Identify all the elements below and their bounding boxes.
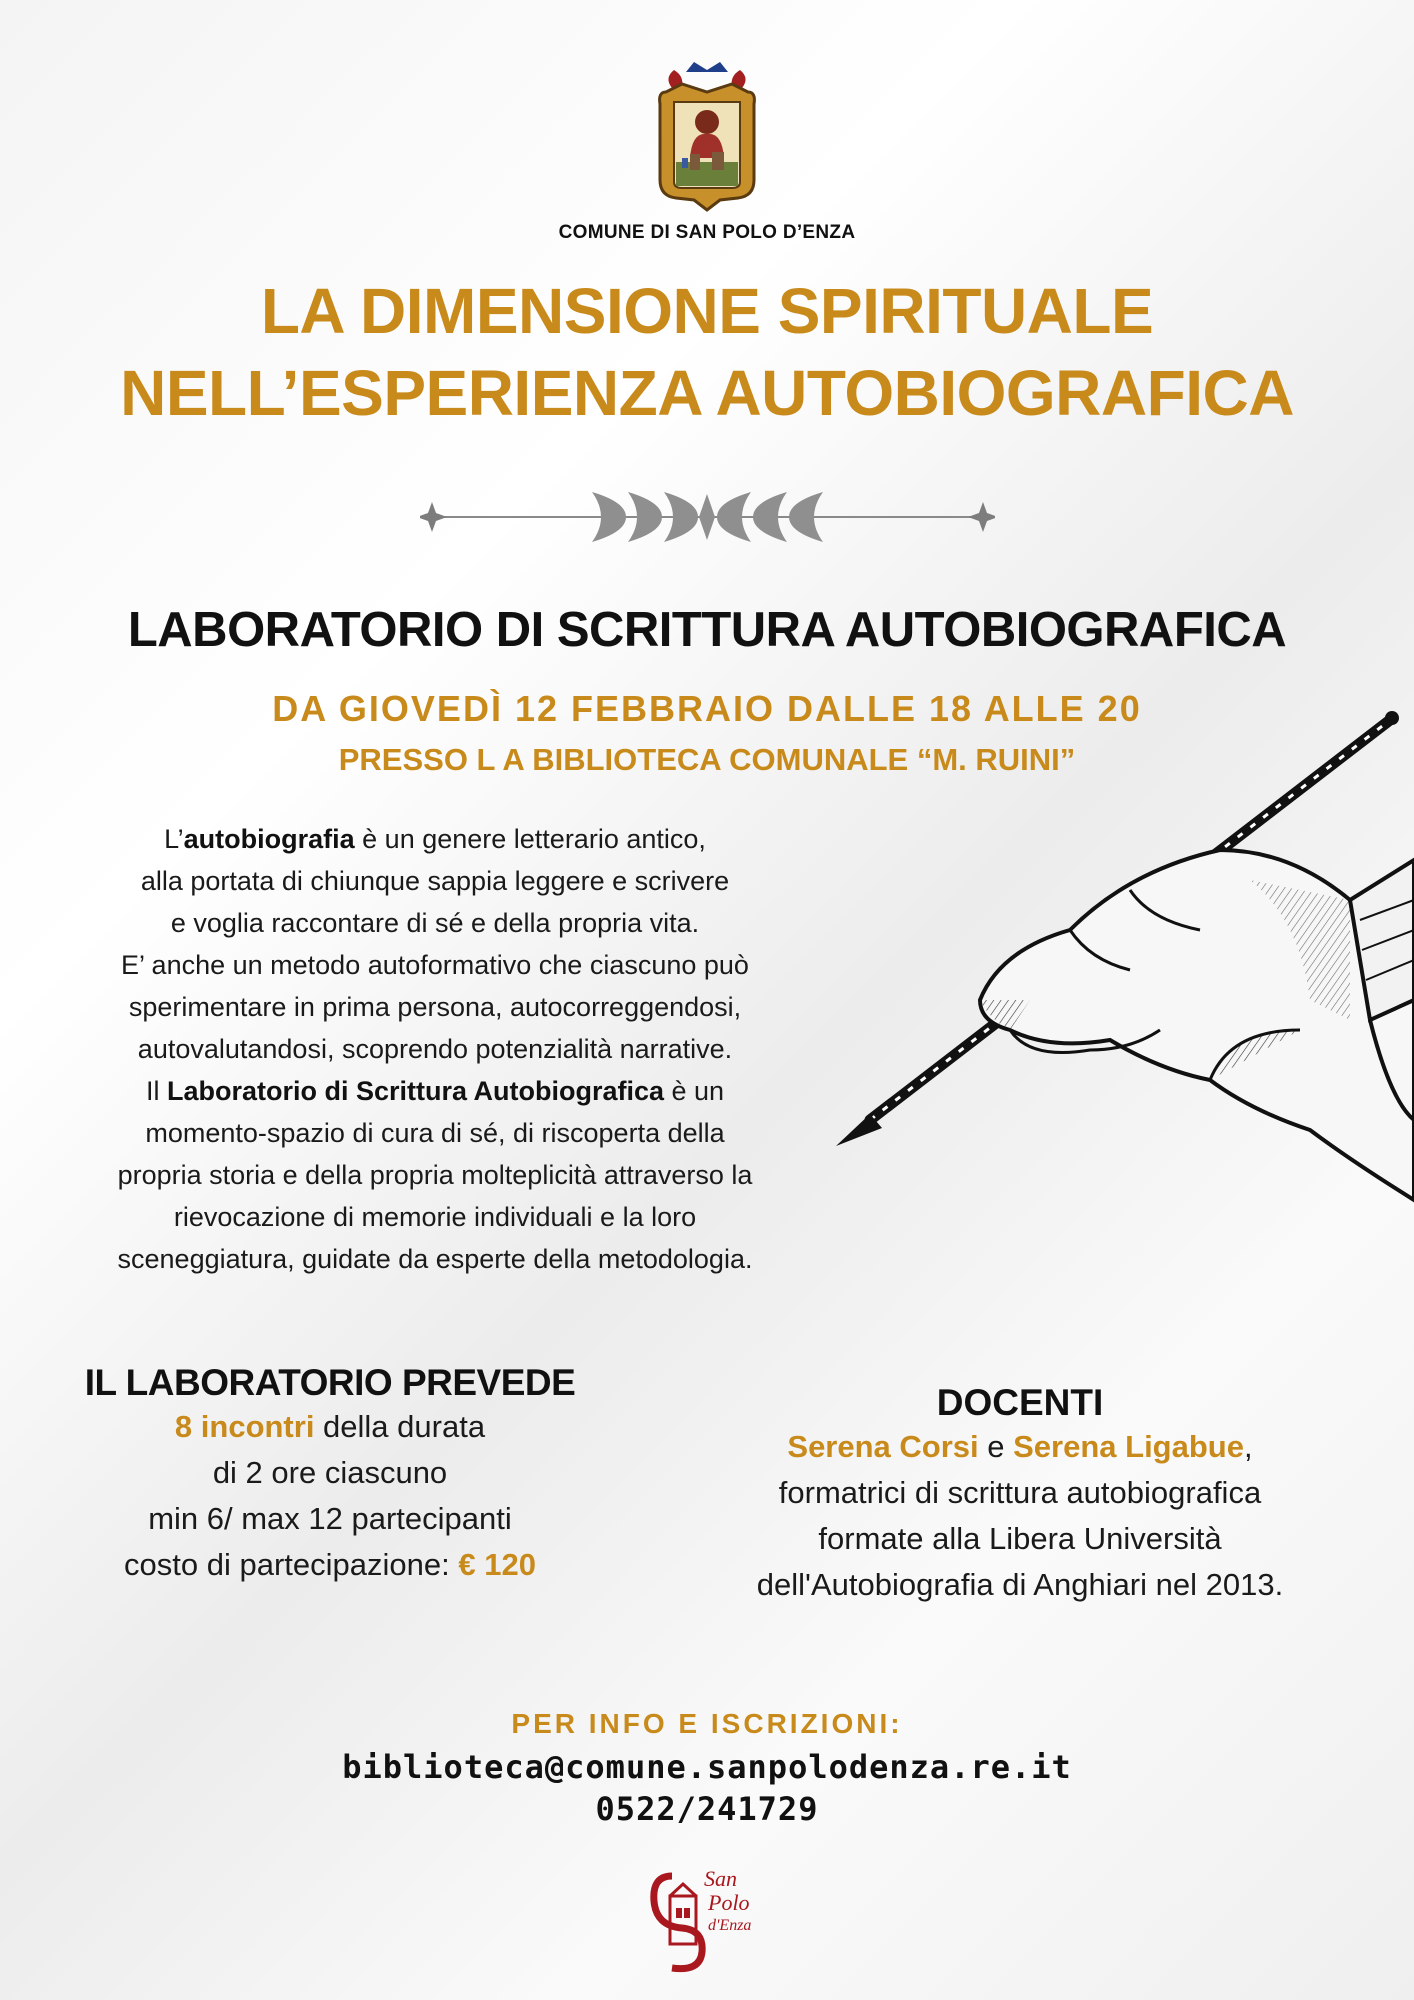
teachers-names-line: Serena Corsi e Serena Ligabue, xyxy=(787,1429,1253,1464)
main-title-line-1: LA DIMENSIONE SPIRITUALE xyxy=(260,275,1154,347)
ornamental-divider xyxy=(420,480,995,550)
body-line: L’autobiografia è un genere letterario antico, xyxy=(164,824,706,854)
lab-title: LABORATORIO DI SCRITTURA AUTOBIOGRAFICA xyxy=(127,603,1287,657)
bold-term: Laboratorio di Scrittura Autobiografica xyxy=(166,1076,664,1106)
date-line: DA GIOVEDÌ 12 FEBBRAIO DALLE 18 ALLE 20 xyxy=(272,688,1142,729)
contact-email: biblioteca@comune.sanpolodenza.re.it xyxy=(342,1748,1072,1786)
bold-term: autobiografia xyxy=(183,824,355,854)
participants-line: min 6/ max 12 partecipanti xyxy=(148,1501,512,1536)
logo-text-line: d'Enza xyxy=(708,1917,752,1934)
info-label: PER INFO E ISCRIZIONI: xyxy=(511,1708,903,1739)
comune-label: COMUNE DI SAN POLO D’ENZA xyxy=(558,222,856,243)
body-line: Il Laboratorio di Scrittura Autobiografica è un xyxy=(145,1076,725,1106)
place-line: PRESSO L A BIBLIOTECA COMUNALE “M. RUINI” xyxy=(338,742,1076,777)
teacher-name: Serena Ligabue xyxy=(1013,1429,1244,1464)
teachers-line: formate alla Libera Università xyxy=(818,1521,1222,1556)
body-line: e voglia raccontare di sé e della propria vita. xyxy=(170,908,700,938)
logo-text-line: San xyxy=(704,1866,737,1891)
body-line: momento-spazio di cura di sé, di riscoperta della xyxy=(145,1118,725,1148)
description-paragraph xyxy=(20,818,850,1280)
body-line: sperimentare in prima persona, autocorreggendosi, xyxy=(128,992,742,1022)
body-line: rievocazione di memorie individuali e la loro xyxy=(173,1202,697,1232)
cost-value: € 120 xyxy=(458,1547,536,1582)
teachers-details xyxy=(660,1382,1380,1608)
body-line: autovalutandosi, scoprendo potenzialità narrative. xyxy=(137,1034,733,1064)
teachers-heading: DOCENTI xyxy=(936,1382,1104,1423)
body-line: alla portata di chiunque sappia leggere e scrivere xyxy=(140,866,730,896)
program-heading: IL LABORATORIO PREVEDE xyxy=(84,1362,576,1403)
teachers-line: formatrici di scrittura autobiografica xyxy=(778,1475,1262,1510)
program-details xyxy=(30,1362,630,1588)
contact-phone: 0522/241729 xyxy=(595,1790,819,1828)
main-title-line-2: NELL’ESPERIENZA AUTOBIOGRAFICA xyxy=(120,357,1294,429)
body-line: sceneggiatura, guidate da esperte della metodologia. xyxy=(117,1244,753,1274)
teachers-line: dell'Autobiografia di Anghiari nel 2013. xyxy=(756,1567,1284,1602)
hand-holding-pen-illustration xyxy=(830,700,1414,1240)
coat-of-arms-emblem xyxy=(652,62,762,212)
duration-line: di 2 ore ciascuno xyxy=(212,1455,448,1490)
body-line: E’ anche un metodo autoformativo che ciascuno può xyxy=(121,950,749,980)
cost-line: costo di partecipazione: € 120 xyxy=(124,1547,536,1582)
teacher-name: Serena Corsi xyxy=(787,1429,979,1464)
san-polo-logo xyxy=(642,1856,772,1976)
meetings-count: 8 incontri xyxy=(174,1409,315,1444)
logo-text-line: Polo xyxy=(708,1890,750,1915)
body-line: propria storia e della propria molteplicità attraverso la xyxy=(117,1160,753,1190)
meetings-line: 8 incontri della durata xyxy=(174,1409,486,1444)
